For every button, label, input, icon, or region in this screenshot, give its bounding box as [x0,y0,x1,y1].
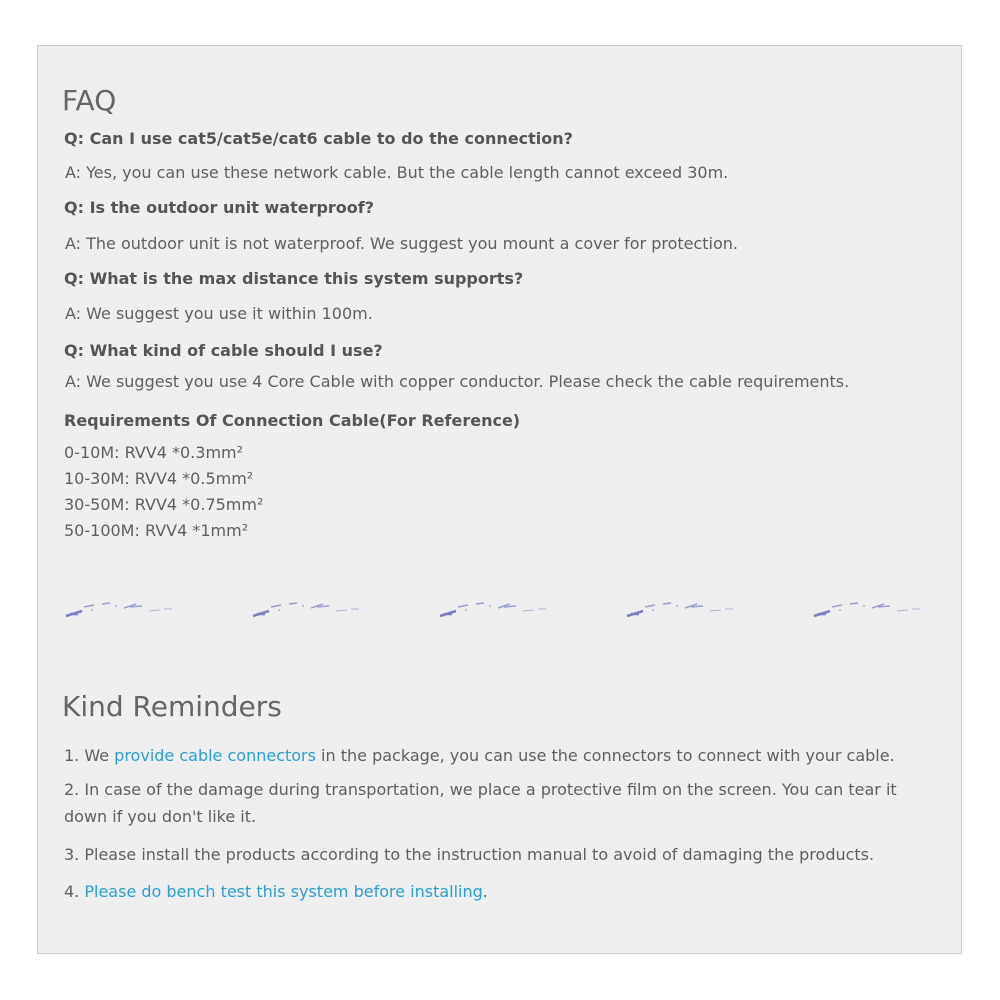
faq-question-3: Q: What is the max distance this system supports? [64,269,524,288]
sparkle-divider-icon [812,598,922,622]
faq-answer-3: A: We suggest you use it within 100m. [65,304,373,323]
bench-test-link[interactable]: Please do bench test this system before installing [84,882,483,901]
faq-question-1: Q: Can I use cat5/cat5e/cat6 cable to do the connection? [64,129,573,148]
sparkle-divider-icon [64,598,174,622]
decorative-divider [64,598,934,622]
reminder-item-4 [64,882,488,901]
reminder-4-prefix: 4. [64,882,85,901]
faq-answer-1: A: Yes, you can use these network cable. But the cable length cannot exceed 30m. [65,163,729,182]
faq-answer-2: A: The outdoor unit is not waterproof. We suggest you mount a cover for protection. [65,234,739,253]
sparkle-divider-icon [438,598,548,622]
reminders-heading: Kind Reminders [62,690,282,723]
faq-question-4: Q: What kind of cable should I use? [64,341,383,360]
faq-answer-4: A: We suggest you use 4 Core Cable with copper conductor. Please check the cable requirements. [65,372,850,391]
sparkle-divider-icon [625,598,735,622]
faq-heading: FAQ [62,84,117,117]
reminder-1-prefix: 1. We [64,746,115,765]
reminder-item-1 [64,746,895,765]
reminder-item-2: 2. In case of the damage during transportation, we place a protective film on the screen. You can tear it down if you don't like it. [64,780,897,826]
reminder-item-3: 3. Please install the products according to the instruction manual to avoid of damaging the products. [64,845,875,864]
requirement-item: 10-30M: RVV4 *0.5mm² [64,469,254,488]
requirement-item: 30-50M: RVV4 *0.75mm² [64,495,264,514]
content-panel [37,45,962,954]
faq-question-2: Q: Is the outdoor unit waterproof? [64,198,375,217]
requirements-title: Requirements Of Connection Cable(For Reference) [64,411,521,430]
reminder-4-suffix: . [482,882,488,901]
reminder-1-suffix: in the package, you can use the connectors to connect with your cable. [315,746,895,765]
requirement-item: 0-10M: RVV4 *0.3mm² [64,443,244,462]
requirement-item: 50-100M: RVV4 *1mm² [64,521,249,540]
sparkle-divider-icon [251,598,361,622]
provide-cable-connectors-link[interactable]: provide cable connectors [114,746,316,765]
